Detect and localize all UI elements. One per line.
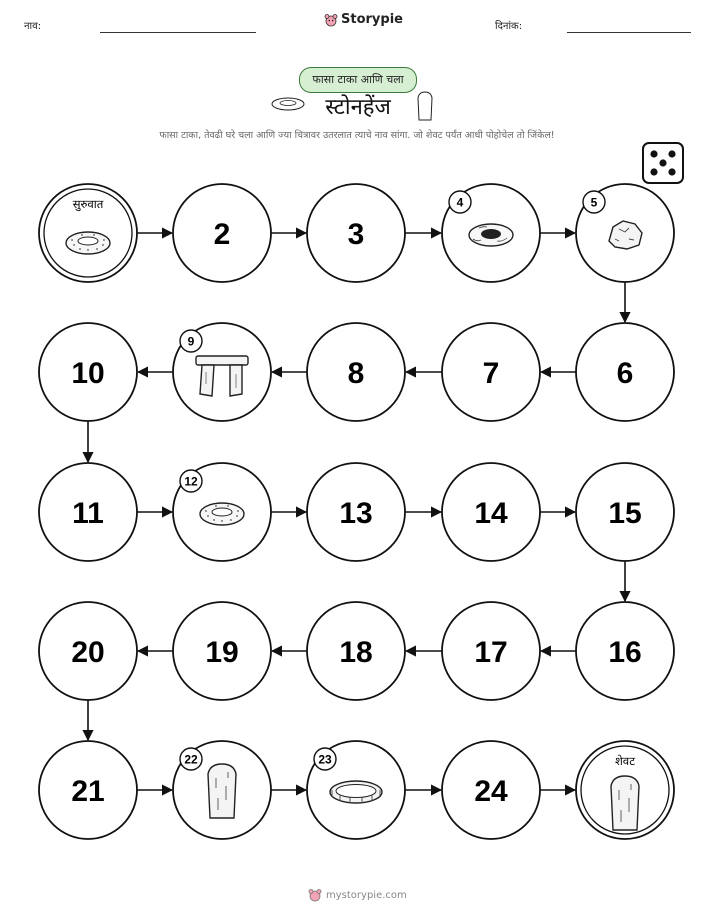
standing-stone-icon <box>611 776 639 830</box>
board-space-16 <box>576 602 674 700</box>
board-space-2 <box>173 184 271 282</box>
space-number: 16 <box>608 636 642 669</box>
brand-name: Storypie <box>341 12 403 27</box>
board-space-1 <box>39 184 137 282</box>
space-number: 3 <box>347 218 365 251</box>
board-space-24 <box>442 741 540 839</box>
space-number: 5 <box>590 195 598 210</box>
stone-ring-hole-icon <box>469 224 513 246</box>
board-space-6 <box>576 323 674 421</box>
board-space-13 <box>307 463 405 561</box>
space-number: 12 <box>184 474 198 489</box>
space-number: 8 <box>347 357 365 390</box>
dice-icon <box>643 143 683 183</box>
board-space-21 <box>39 741 137 839</box>
board-space-8 <box>307 323 405 421</box>
board-space-3 <box>307 184 405 282</box>
board-space-4 <box>442 184 540 282</box>
finish-label: शेवट <box>614 754 636 768</box>
date-label: दिनांक: <box>495 21 523 32</box>
board-space-9 <box>173 323 271 421</box>
page-title: स्टोनहेंज <box>325 95 391 120</box>
space-number: 15 <box>608 497 642 530</box>
space-number: 21 <box>71 775 105 808</box>
space-number: 4 <box>456 195 464 210</box>
stone-circle-icon <box>330 781 382 803</box>
space-number: 19 <box>205 636 239 669</box>
space-number: 20 <box>71 636 105 669</box>
space-number: 18 <box>339 636 373 669</box>
board-space-17 <box>442 602 540 700</box>
board-space-18 <box>307 602 405 700</box>
board-space-5 <box>576 184 674 282</box>
name-label: नाव: <box>24 21 42 32</box>
board-space-19 <box>173 602 271 700</box>
space-number: 22 <box>184 752 198 767</box>
space-number: 24 <box>474 775 508 808</box>
space-number: 6 <box>616 357 634 390</box>
board-space-23 <box>307 741 405 839</box>
board-space-11 <box>39 463 137 561</box>
board-space-7 <box>442 323 540 421</box>
board-space-20 <box>39 602 137 700</box>
instructions: फासा टाका, तेवढी घरे चला आणि ज्या चित्रावर उतरलात त्याचे नाव सांगा. जो शेवट पर्यंत आधी पोहोचेल तो जिंकेल! <box>159 130 555 141</box>
footer-url: mystorypie.com <box>326 889 407 901</box>
space-number: 23 <box>318 752 332 767</box>
space-number: 2 <box>213 218 231 251</box>
board-space-15 <box>576 463 674 561</box>
footer <box>308 888 407 902</box>
space-number: 13 <box>339 497 373 530</box>
board-space-22 <box>173 741 271 839</box>
game-type-pill: फासा टाका आणि चला <box>299 67 417 93</box>
space-number: 9 <box>187 334 195 349</box>
space-number: 10 <box>71 357 105 390</box>
ring-stone-icon <box>66 232 110 254</box>
board-space-14 <box>442 463 540 561</box>
ring-stone-icon <box>200 503 244 525</box>
storypie-mascot-icon <box>308 888 322 902</box>
board-space-25 <box>576 741 674 839</box>
standing-stone-icon <box>208 764 236 818</box>
board-space-10 <box>39 323 137 421</box>
space-number: 14 <box>474 497 508 530</box>
board-space-12 <box>173 463 271 561</box>
space-number: 7 <box>482 357 500 390</box>
start-label: सुरुवात <box>72 197 104 211</box>
space-number: 17 <box>474 636 508 669</box>
space-number: 11 <box>72 497 104 530</box>
